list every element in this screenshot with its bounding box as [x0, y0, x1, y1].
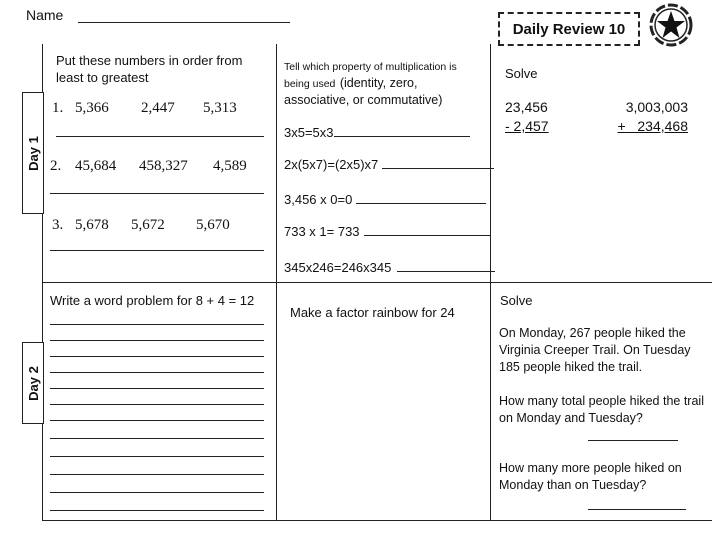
order-row-3-number: 3.: [52, 217, 64, 233]
title-box: [498, 12, 640, 46]
property-item-4: 733 x 1= 733: [284, 224, 490, 239]
addition-problem: [612, 98, 688, 136]
order-row-3-answer-line[interactable]: [50, 250, 264, 251]
order-row-1-number: 1.: [52, 100, 64, 116]
plus-sign: +: [617, 118, 626, 134]
addition-bottom-row: [612, 117, 688, 136]
answer-line-2[interactable]: [588, 509, 686, 510]
order-row-2-value-b: 458,327: [139, 158, 188, 174]
question-1: How many total people hiked the trail on Monday and Tuesday?: [499, 394, 704, 425]
star-badge-icon: [648, 2, 694, 48]
subtraction-problem: [505, 98, 549, 136]
name-label: Name: [26, 7, 64, 23]
grid-bottom-border: [42, 520, 712, 521]
question-2: How many more people hiked on Monday than on Tuesday?: [499, 461, 682, 492]
property-answer-3[interactable]: [356, 203, 486, 204]
name-field[interactable]: [78, 22, 290, 23]
addition-bottom: 234,468: [637, 118, 688, 134]
order-row-2-value-a: 45,684: [75, 158, 117, 174]
day1-label: Day 1: [22, 92, 44, 214]
order-instruction: Put these numbers in order from least to greatest: [56, 53, 243, 85]
order-row-1-value-a: 5,366: [75, 100, 109, 116]
subtraction-top: 23,456: [505, 99, 548, 115]
order-row-1-value-c: 5,313: [203, 100, 237, 116]
property-item-5: 345x246=246x345: [284, 260, 495, 275]
property-answer-5[interactable]: [397, 271, 495, 272]
order-row-3-value-a: 5,678: [75, 217, 109, 233]
page-title: Daily Review 10: [512, 20, 626, 38]
grid-day-divider: [42, 282, 712, 283]
property-answer-1[interactable]: [334, 136, 470, 137]
addition-top: 3,003,003: [625, 99, 688, 115]
order-row-2-number: 2.: [50, 158, 62, 174]
solve-label-day1: Solve: [505, 66, 538, 81]
word-problem-prompt: Write a word problem for 8 + 4 = 12: [50, 293, 255, 308]
order-row-1-answer-line[interactable]: [56, 136, 264, 137]
day2-label: Day 2: [22, 342, 44, 424]
solve-label-day2: Solve: [500, 293, 533, 308]
order-row-2-value-c: 4,589: [213, 158, 247, 174]
property-item-1: 3x5=5x3: [284, 125, 470, 140]
property-answer-4[interactable]: [364, 235, 490, 236]
property-item-2: 2x(5x7)=(2x5)x7: [284, 157, 494, 172]
order-row-3-value-b: 5,672: [131, 217, 165, 233]
property-answer-2[interactable]: [382, 168, 494, 169]
order-row-1-value-b: 2,447: [141, 100, 175, 116]
property-instruction: Tell which property of multiplication is being used (identity, zero, associative, or commutative): [284, 61, 457, 107]
factor-rainbow-prompt: Make a factor rainbow for 24: [290, 305, 455, 320]
order-row-3-value-c: 5,670: [196, 217, 230, 233]
property-item-3: 3,456 x 0=0: [284, 192, 486, 207]
subtraction-bottom: - 2,457: [505, 118, 549, 134]
hiking-story: On Monday, 267 people hiked the Virginia Creeper Trail. On Tuesday 185 people hiked the trail.: [499, 326, 691, 374]
order-row-2-answer-line[interactable]: [50, 193, 264, 194]
answer-line-1[interactable]: [588, 440, 678, 441]
